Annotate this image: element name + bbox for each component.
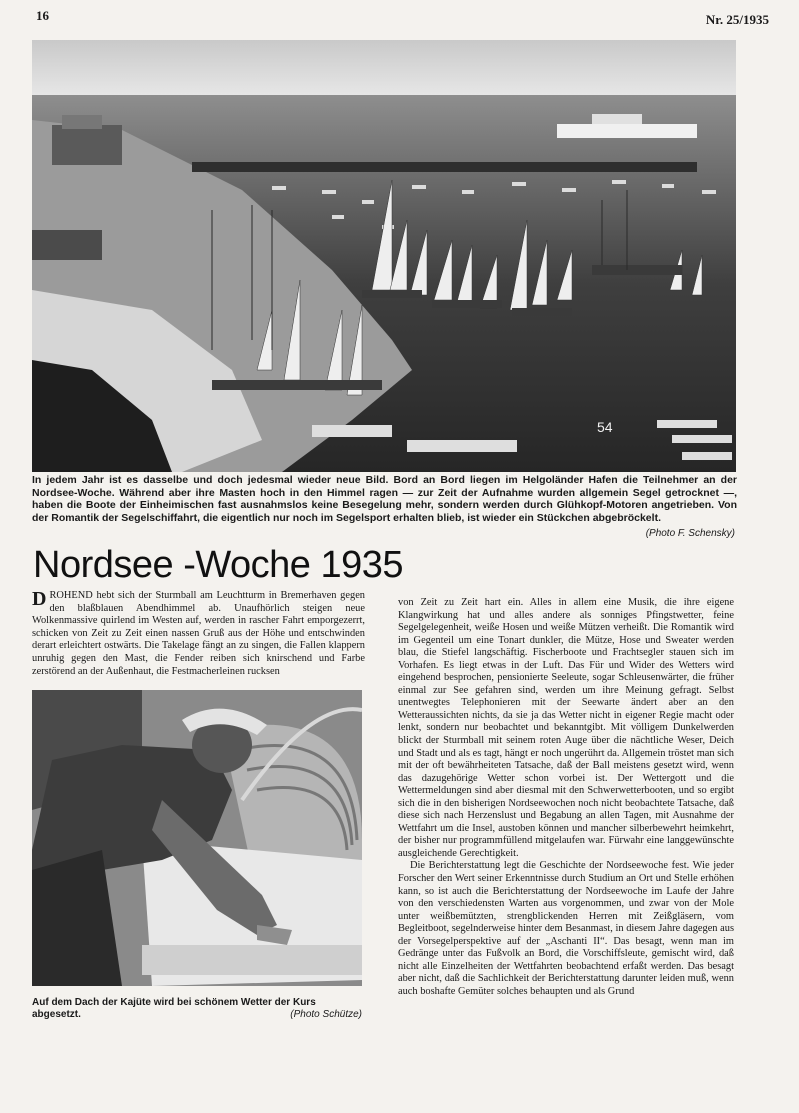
photo-number-mark: 54 bbox=[597, 419, 613, 435]
cabin-roof-photo-caption: Auf dem Dach der Kajüte wird bei schönem Wetter der Kurs abgesetzt. bbox=[32, 997, 316, 1020]
cabin-roof-photo bbox=[32, 690, 362, 986]
page-number: 16 bbox=[36, 8, 49, 23]
harbor-photo-caption: In jedem Jahr ist es dasselbe und doch jedesmal wieder neue Bild. Bord an Bord liegen im Helgoländer Hafen die Teilnehmer an der Nordsee-Woche. Während aber ihre Masten hoch in den Himmel ragen — zur Zeit der Aufnahme wurden allgemein Segel getrocknet —, haben die Boote der Einheimischen fast ausnahmslos keine Besegelung mehr, sondern werden durch Glühkopf-Motoren angetrieben. Von der Romantik der Segelschiffahrt, die eigentlich nur noch im Segelsport erhalten blieb, ist wieder ein Stückchen abgebröckelt. bbox=[32, 474, 737, 524]
article-column-2 bbox=[398, 597, 734, 999]
article-title: Nordsee -Woche 1935 bbox=[33, 544, 404, 586]
column-2-paragraph-1: von Zeit zu Zeit hart ein. Alles in allem eine Musik, die ihre eigene Klangwirkung hat und alles andere als sonniges Pfingstwetter, feine Segelgelegenheit, weiße Hosen und weiße Mützen verheißt. Die Romantik wird im Gegenteil um eine Tonart dunkler, die Mütze, Hose und Sweater werden blau, die Stiefel langschäftig. Fischerboote und Frachtsegler stauen sich im Vorhafen. Es liegt etwas in der Luft. Das Für und Wider des Wetters wird eingehend besprochen, pensionierte Seeleute, sogar Schleusenwärter, die früher einmal zur See gefahren sind, werden um ihre Meinung gefragt. Selbst unentwegtes Telephonieren mit der Seewarte ändert aber an den Wetteraussichten nichts, da sie ja das Wetter nicht in eigener Regie macht oder lenkt, sondern nur beobachtet und bekanntgibt. Mit völligem Dunkelwerden blickt der Sturmball mit seinem roten Auge über die nächtliche Weser, Deich und Stadt und als es tagt, hängt er noch ungerührt da. Allgemein tröstet man sich mit der oft bewährheiteten Tatsache, daß der Ball meistens gesetzt wird, wenn das dazugehörige Wetter schon vorbei ist. Der Wettergott und die Wettermeldungen sind aber diesmal mit den Schwerwetterbooten, und so ergibt sich die in den bisherigen Nordseewochen noch nicht beobachtete Tatsache, daß diese sich nach Herzenslust und Begabung an allen Tagen, mit Ausnahme der Wettfahrt um die Insel, austoben können und mancher silberbewehrt heimkehrt, der bisher nur programmfüllend mitgelaufen war. Fürwahr eine langgewünschte ausgleichende Gerechtigkeit. bbox=[398, 597, 734, 859]
issue-number: Nr. 25/1935 bbox=[705, 12, 769, 27]
harbor-photo-credit: (Photo F. Schensky) bbox=[645, 528, 735, 539]
column-2-paragraph-2: Die Berichterstattung legt die Geschichte der Nordseewoche fest. Wie jeder Forscher den Wert seiner Erkenntnisse durch Studium an Ort und Stelle erhöhen kann, so ist auch die Berichterstattung der Nordseewoche im Laufe der Jahre von den verschiedensten Warten aus vorgenommen, und zwar von der Mole unter weißbemützten, strengblickenden Herren mit Zeißgläsern, vom Begleitboot, segelnderweise hinter dem Besanmast, in diesem Jahre dagegen aus der Vorsegelperspektive auf der „Aschanti II“. Das besagt, wenn man im Gedränge unter das Fußvolk an Bord, die Vorschiffsleute, gemischt wird, daß nicht alle Einzelheiten der Wettfahrten beobachtend erfaßt werden. Das besagt aber nicht, daß die Sachlichkeit der Berichterstattung darunter leiden muß, wenn auch boshafte Gemüter solches behaupten und als Grund bbox=[398, 860, 734, 997]
article-column-1 bbox=[32, 590, 365, 678]
column-1-text: ROHEND hebt sich der Sturmball am Leuchtturm in Bremerhaven gegen den blaßblauen Abendhimmel ab. Unaufhörlich steigen neue Wolkenmassive quirlend im Westen auf, werden in rascher Fahrt emporgezerrt, schicken von Zeit zu Zeit einen nassen Gruß aus der Höhe und entschwinden derart erleichtert ostwärts. Die Takelage fängt an zu singen, die Fallen klappern unruhig gegen den Mast, die Fender reiben sich knirschend und Farbe zerstörend an der Außenhaut, die Festmacherleinen rucksen bbox=[32, 590, 365, 677]
harbor-photo bbox=[32, 40, 736, 472]
cabin-roof-photo-credit: (Photo Schütze) bbox=[290, 1009, 362, 1020]
drop-cap: D bbox=[32, 588, 47, 610]
